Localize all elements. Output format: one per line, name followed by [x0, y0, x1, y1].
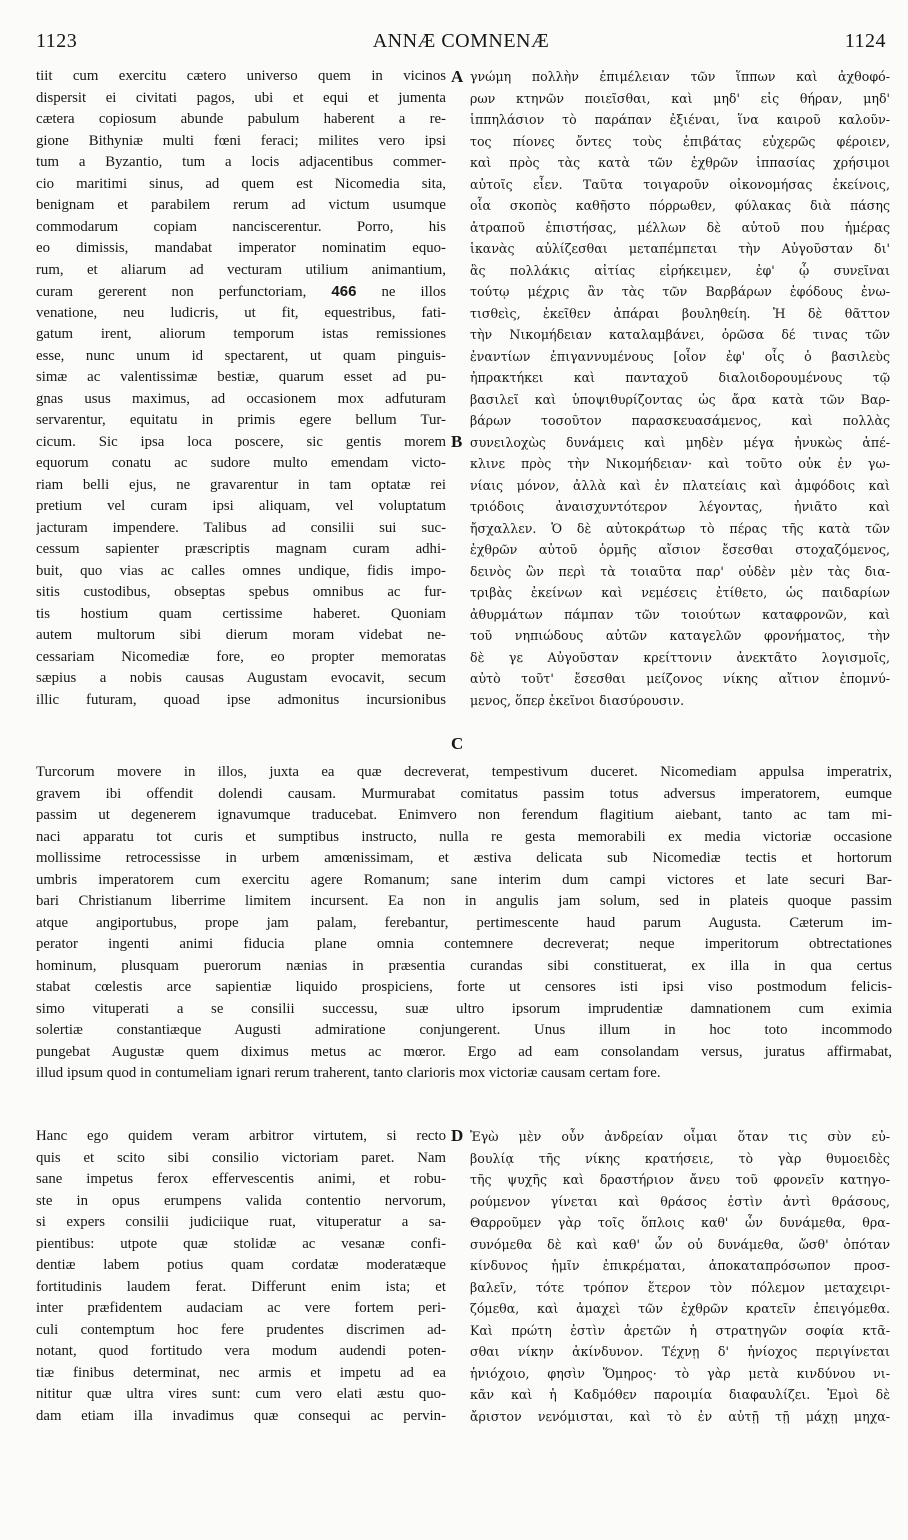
- text-line: [36, 518, 446, 540]
- text-line: [36, 977, 892, 999]
- line-text: cessum sapienter præscriptis magnam curam adhi-: [36, 541, 446, 557]
- text-line: [36, 1384, 446, 1406]
- line-text: συνόμεθα δὲ καὶ καθ' ὧν οὐ δυνάμεθα, ὥσθ' ὁπόταν: [470, 1236, 890, 1252]
- line-text: curam gererent non perfunctoriam,: [36, 284, 307, 300]
- text-line: [36, 1063, 892, 1085]
- line-text: buit, quo vias ac calles omnes undique, fidis impo-: [36, 562, 446, 579]
- text-line: [36, 1406, 446, 1428]
- line-text: Θαρροῦμεν γὰρ τοῖς ὅπλοις καθ' ὧν δυνάμεθα, θρα-: [470, 1215, 890, 1230]
- text-line: [36, 1148, 446, 1170]
- text-line: [36, 956, 892, 978]
- text-line: [36, 647, 446, 669]
- line-text: servarentur, equitatu in primis egere bellum Tur-: [36, 412, 446, 428]
- line-text: dispersit ei civitati pagos, ubi et equi et jumenta: [36, 89, 446, 106]
- text-line: [36, 131, 446, 153]
- text-line: [36, 539, 446, 561]
- line-text: ἡνιόχοιο, φησὶν Ὅμηρος· τὸ γὰρ μετὰ κινδύνου νι-: [470, 1365, 890, 1381]
- text-line: [36, 784, 892, 806]
- greek-column-top: [470, 66, 890, 711]
- line-text: illic futuram, quoad ipse admonitus incursionibus: [36, 691, 446, 708]
- greek-column-bottom: [470, 1126, 890, 1427]
- section-marker-a: A: [451, 67, 464, 86]
- line-text: sitis custodibus, obseptas spebus omnibus ac fur-: [36, 584, 446, 600]
- running-header: [36, 30, 886, 62]
- text-line: [36, 281, 446, 303]
- line-text: gravem ibi offendit dolendi causam. Murmurabat comitatus passim totus adversus imperatorem, eumque: [36, 785, 892, 802]
- line-text: sane impetus ferox effervescentis animi, et robu-: [36, 1171, 446, 1187]
- text-line: [36, 1363, 446, 1385]
- text-line: [470, 432, 890, 454]
- line-text: συνειλοχὼς δυνάμεις καὶ μηδὲν μέγα ἠνυκὼς ἀπέ-: [470, 434, 890, 450]
- text-line: [36, 66, 446, 88]
- running-title: ANNÆ COMNENÆ: [372, 30, 550, 52]
- section-marker-c: C: [451, 734, 464, 753]
- text-line: [36, 1126, 446, 1148]
- text-line: [36, 238, 446, 260]
- line-text: ἀτραποῦ ἐπιστήσας, μέλλων δὲ αὐτοῦ που ἡμέρας: [470, 219, 890, 235]
- text-line: [470, 1277, 890, 1299]
- text-line: [36, 195, 446, 217]
- text-line: [36, 625, 446, 647]
- text-line: [36, 1191, 446, 1213]
- text-line: [470, 1384, 890, 1406]
- text-line: [36, 561, 446, 583]
- text-line: [36, 303, 446, 325]
- text-line: [470, 131, 890, 153]
- line-text: νίαις μόνον, ἀλλὰ καὶ ἐν πλατείαις καὶ ἀμφόδοις καὶ: [470, 477, 890, 493]
- line-text: commodarum copiam nanciscerentur. Porro, his: [36, 218, 446, 235]
- line-text: inter præfidentem audaciam ac vere fortem peri-: [36, 1300, 446, 1316]
- line-text: simo vituperati a se consilii successu, suæ ultro ipsorum imprudentiæ damnationem cum eximia: [36, 1000, 892, 1017]
- line-text: ρων κτηνῶν ποιεῖσθαι, καὶ μηδ' εἰς θήραν, μηδ': [470, 90, 890, 106]
- line-text: Hanc ego quidem veram arbitror virtutem, si recto: [36, 1128, 446, 1144]
- line-text: Καὶ πρώτη ἐστὶν ἀρετῶν ἡ στρατηγῶν σοφία κτᾶ-: [470, 1322, 890, 1338]
- text-line: [36, 1234, 446, 1256]
- line-text: ρούμενον γίνεται καὶ θράσος ἐστὶν ἀντὶ θράσους,: [470, 1193, 890, 1209]
- line-text: gnas usus maximus, ad occasionem mox adfuturam: [36, 390, 446, 407]
- text-line: [470, 604, 890, 626]
- latin-column-bottom: [36, 1126, 446, 1427]
- line-text: gatum irent, aliorum temporum istas remissiones: [36, 326, 446, 342]
- line-text: μενος, ὅπερ ἐκεῖνοι διασύρουσιν.: [470, 692, 685, 708]
- text-line: [470, 410, 890, 432]
- text-line: [470, 539, 890, 561]
- text-line: [36, 217, 446, 239]
- text-line: [36, 1042, 892, 1064]
- text-line: [470, 88, 890, 110]
- line-text: eo dimissis, mandabat imperator nominatim equo-: [36, 240, 446, 256]
- line-text: ἀθυρμάτων πάμπαν τῶν τοιούτων καταφρονῶν, καὶ: [470, 606, 890, 622]
- line-text: δεινὸς ὢν περὶ τὰ τοιαῦτα παρ' οὐδὲν μὲν τὰς δια-: [470, 563, 890, 579]
- text-line: [470, 281, 890, 303]
- line-text: hominum, plusquam puerorum nænias in præsentia curandas sibi constituerat, ex illa in qua certus: [36, 957, 892, 974]
- line-text: mollissime retrocessisse in urbem amœnissimam, et æstiva delicata sub Nicomediæ tectis et hortorum: [36, 850, 892, 866]
- line-text: τὴν Νικομήδειαν καταλαμβάνει, ὁρῶσα δέ τινας τῶν: [470, 327, 890, 342]
- text-line: [470, 1363, 890, 1385]
- line-text: tiæ finibus determinat, nec armis et impetu ad ea: [36, 1364, 446, 1381]
- right-page-number: 1124: [844, 30, 886, 52]
- line-text: κίνδυνος ἡμῖν ἐπικρέμαται, ἀποκαταπρόσωπον προσ-: [470, 1258, 890, 1273]
- line-text: τούτῳ μέχρις ἂν τὰς τῶν Βαρβάρων ἐφόδους ἐνω-: [470, 284, 890, 299]
- text-line: [470, 1298, 890, 1320]
- line-text: naci apparatu tot curis et sumptibus instructo, nulla re gesta memorabili ex media victoriæ occasione: [36, 828, 892, 845]
- text-line: [36, 848, 892, 870]
- text-line: [470, 367, 890, 389]
- line-text: τῆς ψυχῆς καὶ δραστήριον ἄνευ τοῦ φρονεῖν κατηγο-: [470, 1172, 890, 1187]
- line-text: ne illos: [381, 284, 446, 300]
- text-line: [470, 195, 890, 217]
- line-text: benignam et parabilem rerum ad victum usumque: [36, 197, 446, 213]
- text-line: [36, 762, 892, 784]
- line-text: esse, nunc unum id spectarent, ut quam pinguis-: [36, 347, 446, 364]
- line-text: atque angiportubus, prope jam palam, ferebantur, pertimescente haud parum Augusta. Cæterum im-: [36, 914, 892, 931]
- line-text: cætera copiosum abunde pabulum haberent a re-: [36, 111, 446, 127]
- line-text: pungebat Augustæ quem diximus metus ac mœror. Ergo ad eam consolandam versus, juratus affirmabat,: [36, 1043, 892, 1060]
- text-line: [36, 324, 446, 346]
- text-line: [36, 88, 446, 110]
- section-marker-d: D: [451, 1126, 464, 1145]
- text-line: [36, 174, 446, 196]
- line-text: pretium vel curam ipsi aliquam, vel voluptatum: [36, 498, 446, 514]
- text-line: [36, 1298, 446, 1320]
- text-line: [470, 389, 890, 411]
- line-text: ἠπρακτήκει καὶ πανταχοῦ διαλοιδορουμένους τῷ: [470, 370, 890, 385]
- line-text: illud ipsum quod in contumeliam ignari rerum traherent, tanto clarioris mox victoriæ causam certam fore.: [36, 1065, 661, 1081]
- text-line: [470, 1191, 890, 1213]
- line-text: τριόδοις ἀναισχυντότερον λέγοντας, ἠνιᾶτο καὶ: [470, 499, 890, 514]
- line-text: τριβὰς ἐκείνων καὶ νεμέσεις ἐτίθετο, ὡς παιδαρίων: [470, 585, 890, 600]
- section-marker-b: B: [451, 432, 463, 451]
- text-line: [36, 1320, 446, 1342]
- text-line: [36, 410, 446, 432]
- text-line: [36, 1255, 446, 1277]
- text-line: [470, 453, 890, 475]
- line-text: Turcorum movere in illos, juxta ea quæ decreverat, tempestivum duceret. Nicomediam appulsa imperatrix,: [36, 764, 892, 780]
- line-text: σθαι νίκην ἀκίνδυνον. Τέχνῃ δ' ἡνίοχος περιγίνεται: [470, 1344, 890, 1359]
- text-line: [470, 152, 890, 174]
- text-line: [470, 690, 890, 712]
- text-line: [36, 604, 446, 626]
- original-page-reference: 466: [331, 283, 357, 300]
- line-text: ἤσχαλλεν. Ὁ δὲ αὐτοκράτωρ τὸ πέρας τῆς κατὰ τῶν: [470, 520, 890, 536]
- line-text: βασιλεῖ καὶ ὑποψιθυρίζοντας ὡς ἄρα κατὰ τῶν Βαρ-: [470, 391, 890, 407]
- line-text: ste in opus erumpens valida contentio nervorum,: [36, 1192, 446, 1209]
- text-line: [470, 1234, 890, 1256]
- line-text: simæ ac valentissimæ bestiæ, quarum esset ad pu-: [36, 369, 446, 385]
- line-text: καὶ πρὸς τὰς κατὰ τῶν ἐχθρῶν ἱππασίας χρήσιμοι: [470, 155, 890, 170]
- line-text: ἐναντίων ἐπιγαννυμένους [οἷον ἐφ' οἷς ὁ βασιλεὺς: [470, 348, 890, 364]
- text-line: [470, 260, 890, 282]
- line-text: stabat cœlestis arce sapientiæ liquido prospiciens, forte ut censores isti ipsi viso postmodum felicis-: [36, 979, 892, 995]
- text-line: [470, 217, 890, 239]
- line-text: cio maritimi sinus, ad quem est Nicomedia sita,: [36, 175, 446, 192]
- text-line: [470, 582, 890, 604]
- line-text: βουλίᾳ τῆς νίκης κρατήσειε, τὸ γὰρ θυμοειδὲς: [470, 1150, 890, 1166]
- text-line: [36, 1212, 446, 1234]
- line-text: passim ut degenerem ignavumque traducebat. Enimvero non ferendum flagitium aiebant, tanto ac tam mi-: [36, 807, 892, 823]
- line-text: κᾶν καὶ ἡ Καδμόθεν παροιμία διαφαυλίζει. Ἐμοὶ δὲ: [470, 1387, 890, 1402]
- text-line: [470, 1212, 890, 1234]
- text-line: [470, 174, 890, 196]
- line-text: ἱππηλάσιον τὸ παράπαν ἐξιέναι, ἵνα καιροῦ καλοῦν-: [470, 112, 890, 127]
- line-text: tis hostium quam certissime haberet. Quoniam: [36, 605, 446, 622]
- line-text: cicum. Sic ipsa loca poscere, sic gentis morem: [36, 433, 446, 450]
- text-line: [36, 346, 446, 368]
- line-text: notant, quod fortitudo vera modum audendi poten-: [36, 1343, 446, 1359]
- text-line: [36, 1169, 446, 1191]
- line-text: venatione, neu ludicris, ut fit, equestribus, fati-: [36, 304, 446, 321]
- text-line: [470, 561, 890, 583]
- line-text: γνώμη πολλὴν ἐπιμέλειαν τῶν ἵππων καὶ ἀχθοφό-: [470, 69, 890, 84]
- line-text: τοῦ νηπιώδους αὐτῶν καταγελῶν φρονήματος, τὴν: [470, 628, 890, 643]
- latin-column-top: [36, 66, 446, 711]
- line-text: solertiæ constantiæque Augusti admiratione conjungerent. Unus illum in hoc toto incommodo: [36, 1022, 892, 1038]
- text-line: [36, 152, 446, 174]
- line-text: perator ingenti animi fiducia plane omnia contemnere decreverat; neque imperitorum obtrectationes: [36, 936, 892, 952]
- line-text: umbris imperatorem cum exercitu agere Romanum; sane interim dum campi victores et late securi Bar-: [36, 871, 892, 888]
- text-line: [470, 238, 890, 260]
- line-text: Ἐγὼ μὲν οὖν ἀνδρείαν οἶμαι ὅταν τις σὺν εὐ-: [470, 1129, 890, 1144]
- line-text: τος πίονες ὄντες τοὺς ἐπιβάτας εὐχερῶς φέροιεν,: [470, 133, 890, 149]
- text-line: [470, 109, 890, 131]
- line-text: sæpius a nobis causas Augustam evocavit, secum: [36, 670, 446, 686]
- line-text: dam etiam illa invadimus quæ consequi ac pervin-: [36, 1407, 446, 1424]
- text-line: [470, 625, 890, 647]
- line-text: pientibus: utpote quæ stolidæ ac vesanæ confi-: [36, 1235, 446, 1252]
- text-line: [36, 582, 446, 604]
- text-line: [36, 475, 446, 497]
- line-text: equorum conatu ac sudore multo emendam victo-: [36, 455, 446, 471]
- text-line: [470, 1406, 890, 1428]
- text-line: [36, 1277, 446, 1299]
- text-line: [36, 1020, 892, 1042]
- line-text: rum, et aliarum ad vecturam utilium animantium,: [36, 261, 446, 278]
- text-line: [470, 668, 890, 690]
- line-text: ζόμεθα, καὶ ἀμαχεὶ τῶν ἐχθρῶν κρατεῖν ἐπειγόμεθα.: [470, 1301, 890, 1316]
- line-text: si expers consilii judiciique ruat, vituperatur a sa-: [36, 1214, 446, 1230]
- line-text: fortitudinis laudem ferat. Differunt enim ista; et: [36, 1278, 446, 1295]
- text-line: [36, 432, 446, 454]
- text-line: [36, 827, 892, 849]
- text-line: [36, 109, 446, 131]
- text-line: [36, 805, 892, 827]
- line-text: κλινε πρὸς τὴν Νικομήδειαν· καὶ τοῦτο οὐκ ἐν γω-: [470, 456, 890, 471]
- left-page-number: 1123: [36, 30, 78, 52]
- text-line: [470, 1255, 890, 1277]
- text-line: [470, 66, 890, 88]
- line-text: culi contemptum hoc fere prudentes discrimen ad-: [36, 1321, 446, 1338]
- text-line: [36, 934, 892, 956]
- line-text: tum a Byzantio, tum a locis adjacentibus commer-: [36, 154, 446, 170]
- text-line: [36, 690, 446, 712]
- text-line: [36, 870, 892, 892]
- line-text: autem multorum sibi dierum moram videbat ne-: [36, 627, 446, 643]
- text-line: [470, 496, 890, 518]
- line-text: riam belli ejus, ne gravarentur in tam optatæ rei: [36, 476, 446, 493]
- line-text: ἐχθρῶν αὐτοῦ ὁρμῆς αἴσιον ἔσεσθαι στοχαζόμενος,: [470, 542, 890, 557]
- line-text: ἃς πολλάκις αἰτίας εἰρήκειμεν, ἐφ' ᾧ συνεῖναι: [470, 262, 890, 278]
- line-text: dentiæ labem potius quam cordatæ moderatæque: [36, 1257, 446, 1273]
- text-line: [470, 647, 890, 669]
- line-text: ἄριστον νενόμισται, καὶ τὸ ἐν αὐτῇ τῇ μάχῃ μηχα-: [470, 1408, 890, 1424]
- text-line: [470, 475, 890, 497]
- text-line: [36, 999, 892, 1021]
- line-text: ἱκανὰς αὐλίζεσθαι μεταπέμπεται τὴν Αὐγοῦσταν δι': [470, 241, 890, 256]
- line-text: quis et scito sibi consilio victoriam paret. Nam: [36, 1149, 446, 1166]
- line-text: bari Christianum liberrime limitem incursent. Ea non in angulis jam solum, sed in plateis quoque passim: [36, 893, 892, 909]
- text-line: [36, 367, 446, 389]
- text-line: [36, 496, 446, 518]
- line-text: αὐτὸ τοῦτ' ἔσεσθαι μείζονος νίκης αἴτιον ἐπομνύ-: [470, 671, 890, 686]
- line-text: βαλεῖν, τότε τρόπον ἕτερον τὸν πόλεμον μεταχειρι-: [470, 1279, 890, 1295]
- line-text: gione Bithyniæ multi fœni feraci; milites vero ipsi: [36, 132, 446, 149]
- line-text: tiit cum exercitu cætero universo quem in vicinos: [36, 68, 446, 84]
- text-line: [470, 346, 890, 368]
- text-line: [470, 518, 890, 540]
- text-line: [36, 668, 446, 690]
- line-text: jacturam impendere. Talibus ad consilii sui suc-: [36, 519, 446, 536]
- text-line: [36, 453, 446, 475]
- line-text: οἷα σκοπὸς καθῆστο πόρρωθεν, φύλακας διὰ πάσης: [470, 198, 890, 213]
- text-line: [36, 891, 892, 913]
- text-line: [470, 1169, 890, 1191]
- line-text: δὲ γε Αὐγοῦσταν κρείττονιν ἀνεκτᾶτο λογισμοῖς,: [470, 649, 890, 665]
- text-line: [36, 1341, 446, 1363]
- text-line: [36, 260, 446, 282]
- line-text: nititur quæ ultra vires sunt: cum vero elati æstu quo-: [36, 1386, 446, 1402]
- text-line: [470, 303, 890, 325]
- text-line: [470, 324, 890, 346]
- text-line: [470, 1341, 890, 1363]
- line-text: αὐτοῖς εἶεν. Ταῦτα τοιγαροῦν οἰκονομήσας ἐκείνοις,: [470, 176, 890, 192]
- text-line: [470, 1148, 890, 1170]
- text-line: [36, 389, 446, 411]
- text-line: [470, 1126, 890, 1148]
- line-text: τισθεὶς, ἐκεῖθεν ἀπάραι βουληθείη. Ἡ δὲ θᾶττον: [470, 305, 890, 321]
- text-line: [470, 1320, 890, 1342]
- text-line: [36, 913, 892, 935]
- line-text: βάρων τοσοῦτον παρασκευασάμενος, καὶ πολλὰς: [470, 413, 890, 428]
- latin-full-width-block: [36, 762, 892, 1085]
- line-text: cessariam Nicomediæ fore, eo propter memoratas: [36, 648, 446, 665]
